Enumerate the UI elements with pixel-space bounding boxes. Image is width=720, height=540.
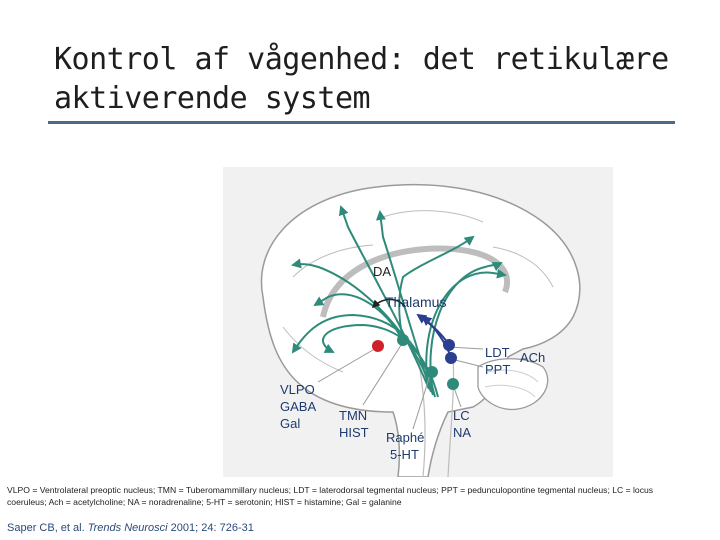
label-ppt: PPT (485, 362, 511, 377)
ppt-nucleus (445, 352, 457, 364)
label-thalamus: Thalamus (385, 294, 447, 310)
label-na: NA (453, 425, 472, 440)
label-vlpo: VLPO (280, 382, 315, 397)
label-ach: ACh (520, 350, 546, 365)
label-lc: LC (453, 408, 470, 423)
slide-title: Kontrol af vågenhed: det retikulære aktiverende system (54, 42, 669, 116)
ldt-nucleus (443, 339, 455, 351)
tmn-nucleus (397, 334, 409, 346)
citation-journal: Trends Neurosci (87, 522, 168, 534)
abbreviation-legend: VLPO = Ventrolateral preoptic nucleus; TMN = Tuberomammillary nucleus; LDT = laterodorsal tegmental nucleus; PPT = pedunculopontine tegmental nucleus; LC = locus coeruleus; Ach = acetylcholine; NA = noradrenaline; 5-HT = serotonin; HIST = histamine; Gal = galanine (7, 485, 654, 507)
label-gaba: GABA (280, 399, 317, 414)
label-5ht: 5-HT (390, 447, 419, 462)
label-raphe: Raphé (386, 430, 425, 445)
label-tmn: TMN (339, 408, 368, 423)
label-gal: Gal (280, 416, 301, 431)
citation (7, 522, 254, 534)
vlpo-nucleus (372, 340, 384, 352)
label-ldt: LDT (485, 345, 510, 360)
citation-authors: Saper CB, et al. (7, 522, 88, 534)
label-da: DA (373, 264, 392, 279)
label-hist: HIST (339, 425, 369, 440)
lc-nucleus (447, 378, 459, 390)
title-underline (48, 121, 675, 124)
citation-details: 2001; 24: 726-31 (167, 522, 254, 534)
brain-arousal-figure (223, 167, 613, 477)
raphe-nucleus (426, 366, 438, 378)
